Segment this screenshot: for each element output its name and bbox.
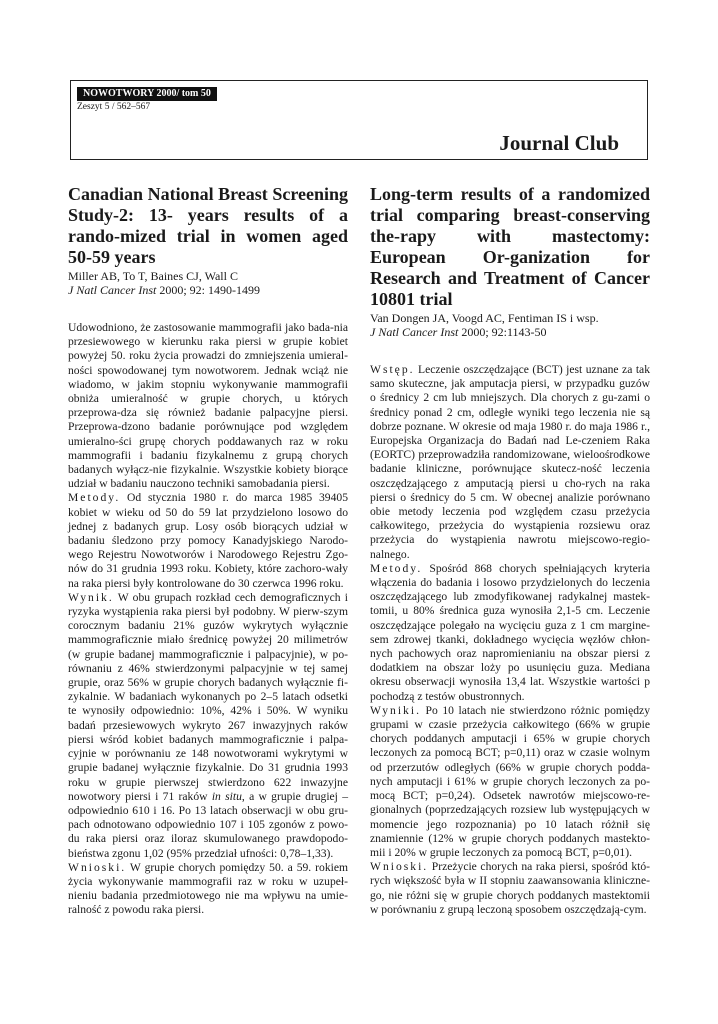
results-text-a: W obu grupach rozkład cech demograficznych i ryzyka wystąpienia raka piersi był podobny. W pierw-szym corocznym badaniu 21% guzów wykrytych wyłącznie mammograficznie miało średnicę powyżej 20 milimetrów (w grupie badanej mammograficznie i palpacyjnie), w po-równaniu z 46% stwierdzonymi palpacyjnie w tej samej grupie, oraz 56% w grupie chorych badanych wyłącznie fi-zykalnie. W badaniach wykonanych po 2–5 latach odsetki te wynosiły odpowiednio: 10%, 42% i 50%. W wyniku badań przesiewowych wykryto 267 inwazyjnych raków piersi wśród kobiet badanych mammograficznie i palpa-cyjnie w porównaniu ze 148 nowotworami wykrytymi w grupie badanej wyłącznie fizykalnie. Do 31 grudnia 1993 roku w grupie pierwszej stwierdzono 622 inwazyjne nowotwory piersi i 71 raków — [68, 590, 348, 803]
article-1-body — [68, 321, 348, 918]
article-2-body — [370, 363, 650, 917]
article-2-methods — [370, 562, 650, 704]
article-1-title: Canadian National Breast Screening Study-2: 13- years results of a rando-mized trial in women aged 50-59 years — [68, 184, 348, 267]
methods-label: Metody. — [370, 561, 423, 575]
article-1 — [68, 184, 348, 918]
methods-text: Od stycznia 1980 r. do marca 1985 39405 kobiet w wieku od 50 do 59 lat przydzielono losowo do jednej z badanych grup. Losy osób biorących udział w badaniu śledzono przy pomocy Kanadyjskiego Narodo-wego Rejestru Nowotworów i Narodowego Rejestru Zgo-nów do 31 grudnia 1993 roku. Kobiety, które zachoro-wały na raka piersi były kontrolowane do 30 czerwca 1996 roku. — [68, 491, 348, 590]
intro-label: Wstęp. — [370, 363, 415, 376]
article-1-results — [68, 591, 348, 861]
article-2-citation — [370, 325, 650, 339]
results-italic: in situ — [211, 789, 242, 803]
article-1-authors: Miller AB, To T, Baines CJ, Wall C — [68, 269, 238, 283]
section-title: Journal Club — [499, 131, 619, 155]
conclusions-text: W grupie chorych pomiędzy 50. a 59. rokiem życia wykonywanie mammografii raz w roku w uzupeł-nieniu badania przedmiotowego nie ma wpływu na umie-ralność z powodu raka piersi. — [68, 860, 348, 917]
article-1-intro: Udowodniono, że zastosowanie mammografii jako bada-nia przesiewowego w kierunku raka piersi w grupie kobiet powyżej 50. roku życia prowadzi do zmniejszenia umieral-ności spowodowanej tym nowotworem. Jednak wciąż nie wiadomo, w jakim stopniu wykonywanie mammografii obniża umieralność w grupie chorych, u których przeprowa-dza się również badanie palpacyjne piersi. Przeprowa-dzono badanie porównujące pod względem umieralno-ści grupę chorych poddawanych raz w roku mammografii i badaniu fizykalnemu z grupą chorych badanych wyłącz-nie fizykalnie. Wszystkie kobiety biorące udział w badaniu nauczono techniki samobadania piersi. — [68, 321, 348, 491]
article-2-journal: J Natl Cancer Inst — [370, 325, 459, 339]
results-text-b: , a w grupie drugiej – odpowiednio 610 i 16. Po 13 latach obserwacji w obu gru-pach odnotowano odpowiednio 107 i 105 zgonów z powo-du raka piersi oraz iloraz skumulowanego prawdopodo-bieństwa zgonu 1,02 (95% przedział ufności: 0,78–1,33). — [68, 789, 348, 860]
issue-pages: Zeszyt 5 / 562–567 — [77, 102, 151, 112]
journal-volume-tag: NOWOTWORY 2000/ tom 50 — [77, 87, 217, 101]
intro-text: Leczenie oszczędzające (BCT) jest uznane za tak samo skuteczne, jak amputacja piersi, w przypadku guzów o średnicy 2 cm lub mniejszych. Dla chorych z gu-zami o średnicy ponad 2 cm, odległe wyniki tego leczenia nie są dobrze poznane. W okresie od maja 1980 r. do maja 1986 r., Europejska Organizacja do Badań nad Le-czeniem Raka (EORTC) przeprowadziła randomizowane, wieloośrodkowe badanie kliniczne, porównujące skutecz-ność leczenia oszczędzającego z amputacją piersi u cho-rych na raka piersi o średnicy do 5 cm. W obecnej analizie porównano obie metody leczenia pod względem czasu przeżycia całkowitego, przeżycia do wystąpienia rozsiewu oraz przeżycia do wystąpienia nawrotu miejscowo-regio-nalnego. — [370, 363, 650, 561]
article-2-results — [370, 704, 650, 860]
conclusions-label: Wnioski. — [68, 860, 127, 874]
article-1-journal: J Natl Cancer Inst — [68, 283, 157, 297]
article-2-authors: Van Dongen JA, Voogd AC, Fentiman IS i wsp. — [370, 311, 599, 325]
methods-text: Spośród 868 chorych spełniających kryteria włączenia do badania i losowo przydzielonych do leczenia oszczędzającego lub zmodyfikowanej radykalnej mastek-tomii, u 80% średnica guza wynosiła 2,1-5 cm. Leczenie oszczędzające polegało na wycięciu guza z 1 cm margine-sem zdrowej tkanki, dokładnego wycięcia węzłów chłon-nych pachowych oraz napromienianiu na obszar piersi z dodatkiem na obszar loży po usunięciu guza. Mediana okresu obserwacji wynosiła 13,4 lat. Wszystkie wartości p pochodzą z testów obustronnych. — [370, 561, 650, 703]
results-text: Po 10 latach nie stwierdzono różnic pomiędzy grupami w czasie przeżycia całkowitego (66% w grupie chorych poddanych amputacji i 65% w grupie chorych leczonych za pomocą BCT; p=0,11) oraz w czasie wolnym od przerzutów odległych (66% w grupie chorych podda-nych amputacji i 61% w grupie chorych leczonych za po-mocą BCT; p=0,24). Odsetek nawrotów miejscowo-re-gionalnych (poprzedzających rozsiew lub występujących w momencie jego rozpoznania) po 10 latach różnił się znamiennie (12% w grupie chorych poddanych mastekto-mii i 20% w grupie leczonych za pomocą BCT, p=0,01). — [370, 703, 650, 859]
article-2-intro — [370, 363, 650, 562]
article-2-title: Long-term results of a randomized trial comparing breast-conserving the-rapy with mastectomy: European Or-ganization for Research and Treatment of Cancer 10801 trial — [370, 184, 650, 309]
journal-header-box — [70, 80, 648, 160]
article-1-conclusions — [68, 861, 348, 918]
article-2-conclusions — [370, 860, 650, 917]
conclusions-label: Wnioski. — [370, 860, 429, 874]
results-label: Wyniki. — [370, 703, 421, 717]
article-2-ref: 2000; 92:1143-50 — [458, 325, 547, 339]
article-1-ref: 2000; 92: 1490-1499 — [156, 283, 260, 297]
article-1-methods — [68, 491, 348, 590]
conclusions-text: Przeżycie chorych na raka piersi, spośród któ-rych większość była w II stopniu zaawansowania kliniczne-go, nie różni się w grupie chorych poddanych mastektomii w porównaniu z grupą leczoną sposobem oszczędzają-cym. — [370, 860, 650, 916]
results-label: Wynik. — [68, 590, 114, 604]
article-1-citation — [68, 283, 348, 297]
methods-label: Metody. — [68, 491, 121, 505]
article-2 — [370, 184, 650, 917]
